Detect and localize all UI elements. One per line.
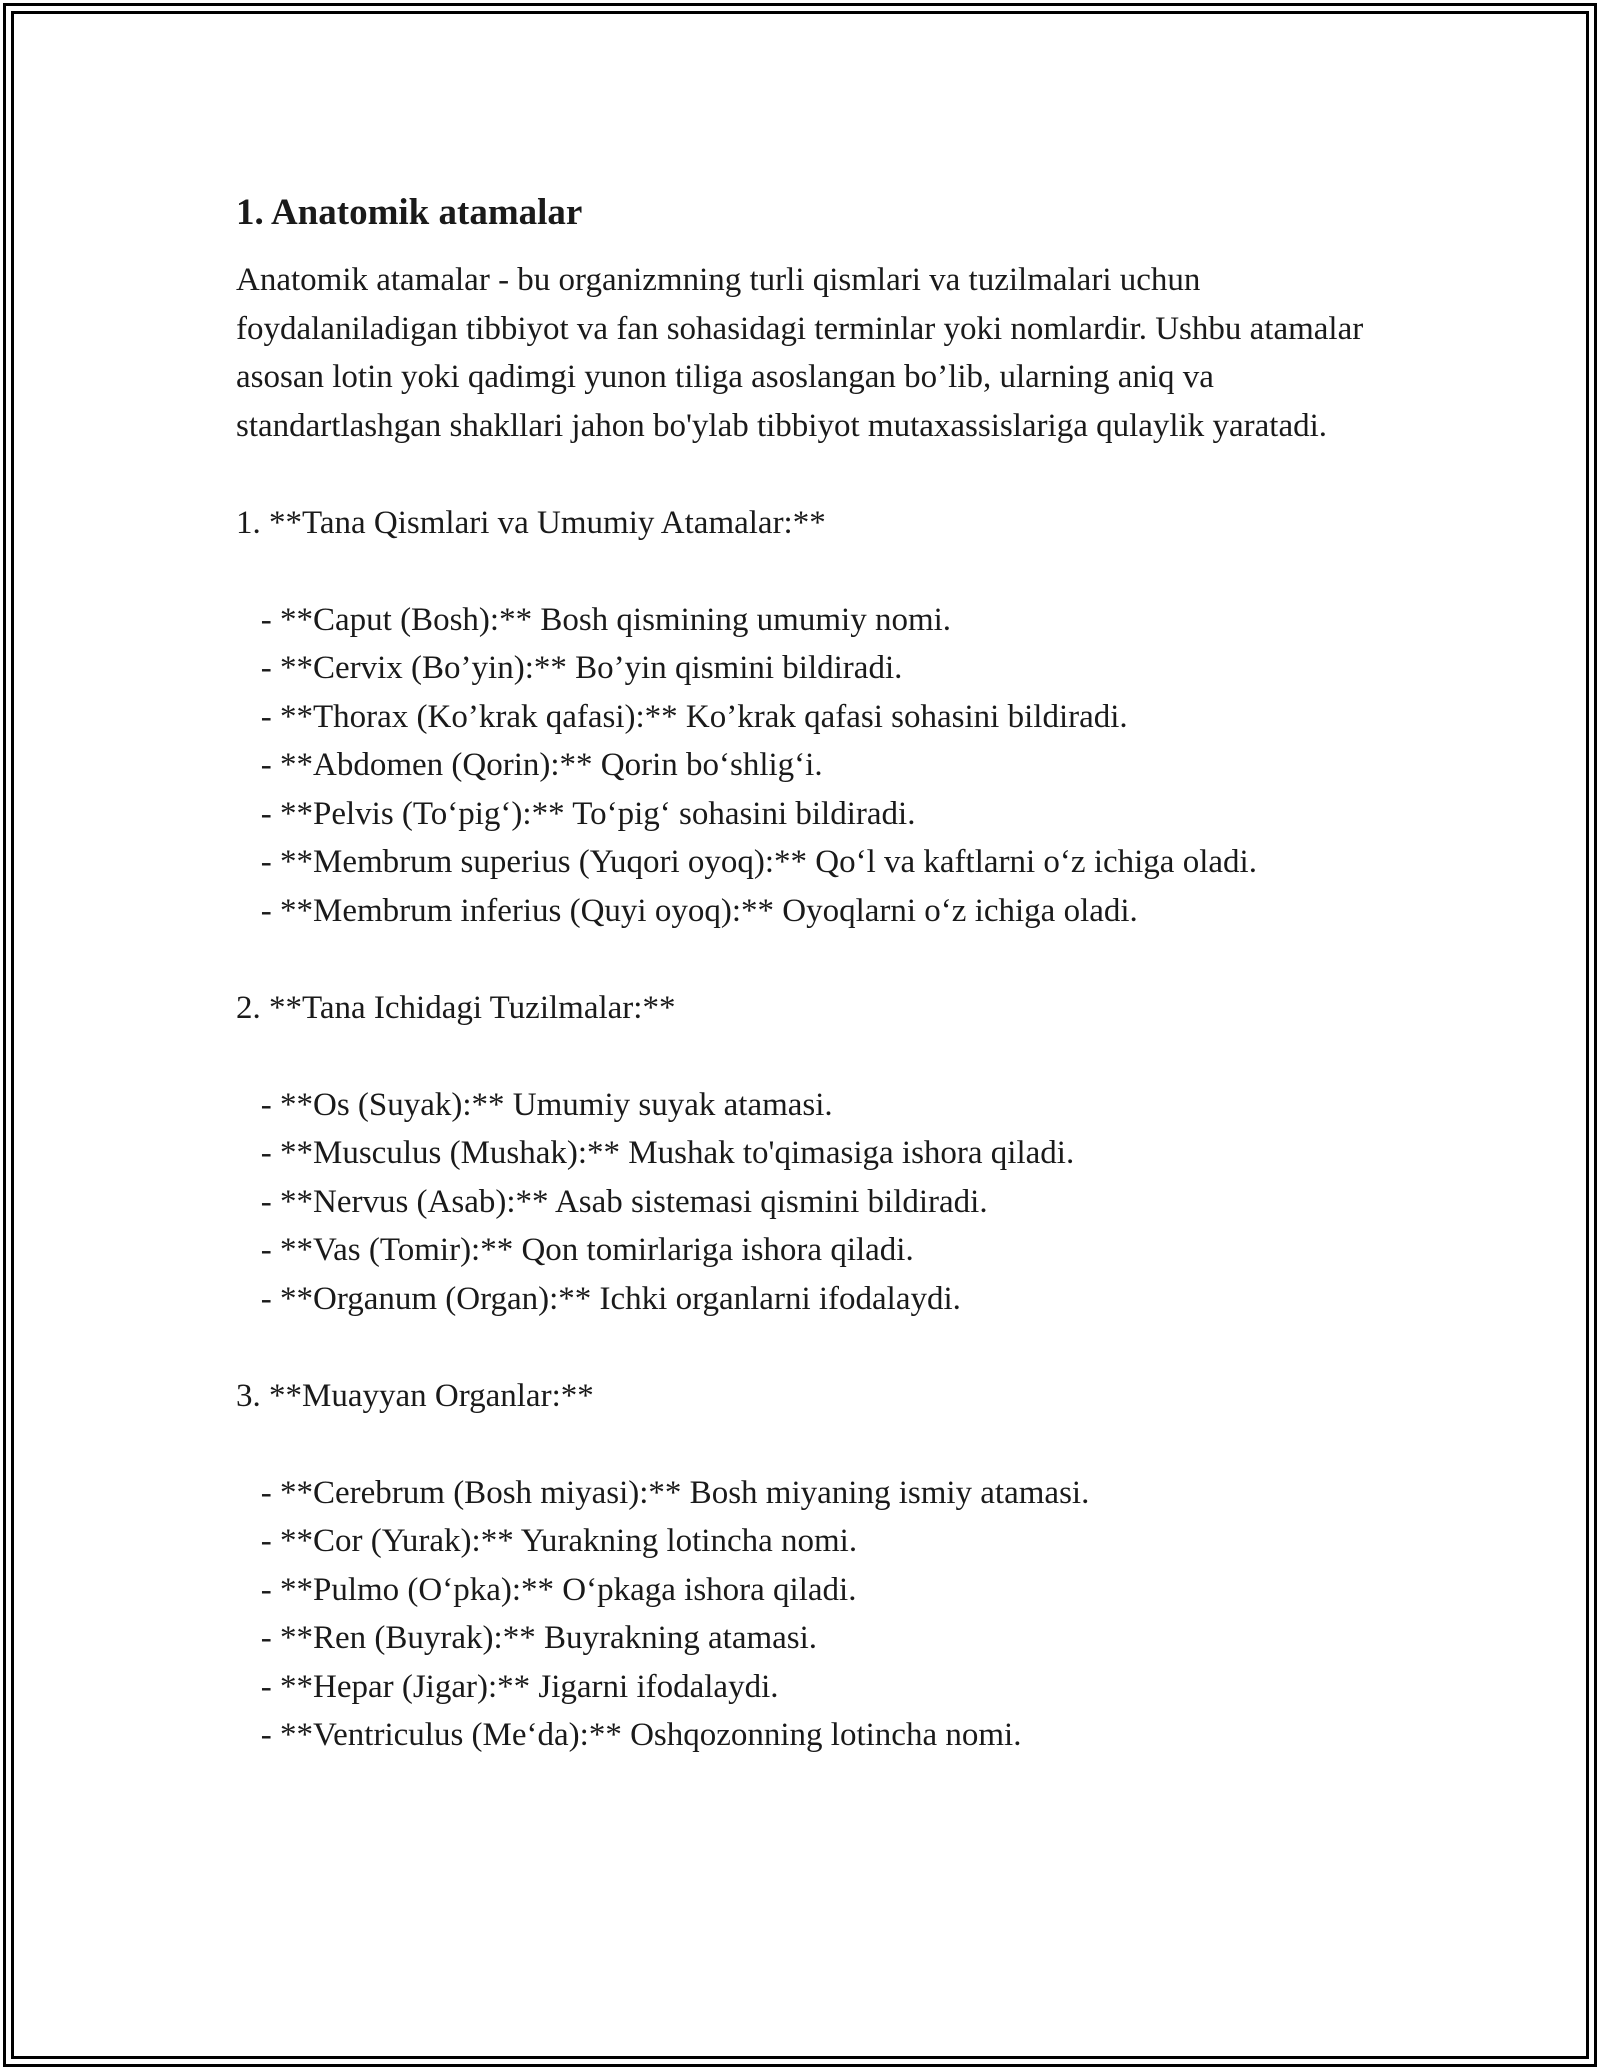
document-heading: 1. Anatomik atamalar <box>236 192 583 233</box>
list-item: - **Thorax (Ko’krak qafasi):** Ko’krak qafasi sohasini bildiradi. <box>236 698 1128 735</box>
list-item: - **Abdomen (Qorin):** Qorin bo‘shlig‘i. <box>236 747 823 783</box>
spacer <box>236 1323 1366 1372</box>
spacer <box>236 1032 1366 1081</box>
spacer <box>236 1420 1366 1469</box>
list-item: - **Hepar (Jigar):** Jigarni ifodalaydi. <box>236 1668 779 1705</box>
list-item: - **Cor (Yurak):** Yurakning lotincha nomi. <box>236 1523 858 1559</box>
list-item: - **Cerebrum (Bosh miyasi):** Bosh miyaning ismiy atamasi. <box>236 1474 1090 1511</box>
spacer <box>236 547 1366 596</box>
list-item: - **Organum (Organ):** Ichki organlarni ifodalaydi. <box>236 1280 961 1317</box>
section-title: 1. **Tana Qismlari va Umumiy Atamalar:** <box>236 504 826 541</box>
section-title: 3. **Muayyan Organlar:** <box>236 1377 594 1414</box>
section-specific-organs <box>236 1372 1366 1760</box>
list-item: - **Nervus (Asab):** Asab sistemasi qismini bildiradi. <box>236 1183 988 1220</box>
list-item: - **Membrum superius (Yuqori oyoq):** Qo‘l va kaftlarni o‘z ichiga oladi. <box>236 844 1257 880</box>
section-body-parts <box>236 499 1366 936</box>
document-body <box>236 186 1366 1760</box>
list-item: - **Membrum inferius (Quyi oyoq):** Oyoqlarni o‘z ichiga oladi. <box>236 892 1138 929</box>
section-internal-structures <box>236 984 1366 1324</box>
list-item: - **Caput (Bosh):** Bosh qismining umumiy nomi. <box>236 601 952 638</box>
list-item: - **Vas (Tomir):** Qon tomirlariga ishora qiladi. <box>236 1232 914 1268</box>
intro-paragraph: Anatomik atamalar - bu organizmning turli qismlari va tuzilmalari uchun foydalaniladigan tibbiyot va fan sohasidagi terminlar yoki nomlardir. Ushbu atamalar asosan lotin yoki qadimgi yunon tiliga asoslangan bo’lib, ularning aniq va standartlashgan shakllari jahon bo'ylab tibbiyot mutaxassislariga qulaylik yaratadi. <box>236 262 1364 444</box>
spacer <box>236 450 1366 499</box>
list-item: - **Ventriculus (Me‘da):** Oshqozonning lotincha nomi. <box>236 1717 1022 1753</box>
list-item: - **Os (Suyak):** Umumiy suyak atamasi. <box>236 1086 833 1123</box>
list-item: - **Ren (Buyrak):** Buyrakning atamasi. <box>236 1620 818 1656</box>
list-item: - **Musculus (Mushak):** Mushak to'qimasiga ishora qiladi. <box>236 1135 1075 1171</box>
list-item: - **Pulmo (O‘pka):** O‘pkaga ishora qiladi. <box>236 1571 857 1608</box>
spacer <box>236 935 1366 984</box>
section-title: 2. **Tana Ichidagi Tuzilmalar:** <box>236 989 676 1026</box>
list-item: - **Pelvis (To‘pig‘):** To‘pig‘ sohasini bildiradi. <box>236 795 916 832</box>
list-item: - **Cervix (Bo’yin):** Bo’yin qismini bildiradi. <box>236 650 903 686</box>
